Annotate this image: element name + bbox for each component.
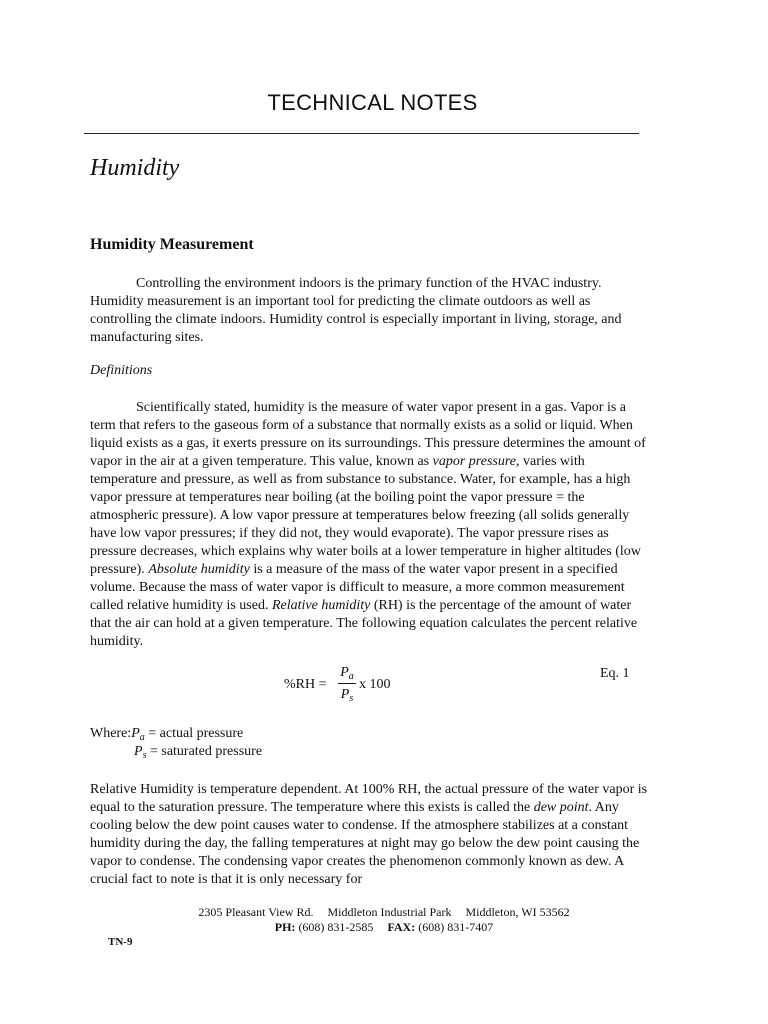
intro-paragraph-text: Controlling the environment indoors is the primary function of the HVAC industry. Humidity measurement is an important tool for predicting the climate outdoors as well as controlling the climate indoors. Humidity control is especially important in living, storage, and manufacturing sites. xyxy=(90,276,622,345)
title-divider xyxy=(84,133,639,134)
page-title: TECHNICAL NOTES xyxy=(267,90,478,115)
numerator-sub: a xyxy=(348,671,354,682)
dew-point-paragraph xyxy=(90,781,650,889)
where-var-s: P xyxy=(134,744,143,759)
definitions-text-1: Scientifically stated, humidity is the measure of water vapor present in a gas. Vapor is a term that refers to the gaseous form of a substance that normally exists as a solid or liquid. When liquid exists as a gas, it exerts pressure on its surroundings. This pressure determines the amount of vapor in the air at a given temperature. This value, known as xyxy=(90,400,646,469)
equation-rhs: x 100 xyxy=(359,677,391,692)
equation-numerator xyxy=(338,665,356,682)
definitions-text-2: varies with temperature and pressure, as well as from substance to substance. Water, for example, has a high vapor pressure at temperatures near boiling (at the boiling point the vapor pressure = the atmospheric pressure). A low vapor pressure at temperatures below freezing (all solids generally have low vapor pressures; if they did not, they would evaporate). The vapor pressure rises as pressure decreases, which explains why water boils at a lower temperature in higher altitudes (low pressure). xyxy=(90,454,641,577)
footer-address-line xyxy=(0,905,768,920)
where-var-a: P xyxy=(131,726,140,741)
footer-contact-line xyxy=(0,920,768,935)
footer-city: Middleton, WI 53562 xyxy=(465,905,570,919)
term-vapor-pressure: vapor pressure, xyxy=(432,454,520,469)
where-text-a: = actual pressure xyxy=(144,726,244,741)
document-heading: Humidity xyxy=(90,155,180,181)
dew-text-2: . Any cooling below the dew point causes water to condense. If the atmosphere stabilizes at a constant humidity during the day, the falling temperatures at night may go below the dew point causing the vapor to condense. The condensing vapor creates the phenomenon commonly known as dew. A crucial fact to note is that it is only necessary for xyxy=(90,800,640,887)
numerator-var: P xyxy=(340,665,349,680)
phone-label: PH: xyxy=(274,920,296,934)
term-relative-humidity: Relative humidity xyxy=(271,598,371,613)
fax-label: FAX: xyxy=(387,920,416,934)
dew-text-1: Relative Humidity is temperature dependent. At 100% RH, the actual pressure of the water vapor is equal to the saturation pressure. The temperature where this exists is called the xyxy=(90,782,648,815)
term-dew-point: dew point xyxy=(533,800,589,815)
equation-lhs: %RH = xyxy=(284,677,327,692)
where-line-1 xyxy=(90,726,243,743)
footer-address: 2305 Pleasant View Rd. xyxy=(198,905,314,919)
denominator-var: P xyxy=(340,687,350,702)
definitions-label: Definitions xyxy=(90,363,153,378)
where-sub-s: s xyxy=(142,750,147,761)
where-line-2 xyxy=(134,744,262,761)
document-id: TN-9 xyxy=(108,936,133,948)
intro-paragraph xyxy=(90,275,650,347)
section-heading: Humidity Measurement xyxy=(90,236,254,253)
footer-park: Middleton Industrial Park xyxy=(327,905,452,919)
where-sub-a: a xyxy=(139,732,145,743)
definitions-text-3: is a measure of the mass of the water vapor present in a specified volume. Because the mass of water vapor is difficult to measure, a more common measurement called relative humidity is used. xyxy=(90,562,625,613)
equation-label: Eq. 1 xyxy=(600,666,630,681)
equation-denominator xyxy=(338,687,356,704)
definitions-paragraph xyxy=(90,399,650,651)
denominator-sub: s xyxy=(349,693,354,704)
term-absolute-humidity: Absolute humidity xyxy=(148,562,250,577)
fraction-bar xyxy=(338,683,356,684)
where-prefix: Where: xyxy=(90,726,132,741)
fax-number: (608) 831-7407 xyxy=(415,920,494,934)
definitions-text-4: (RH) is the percentage of the amount of water that the air can hold at a given temperature. The following equation calculates the percent relative humidity. xyxy=(90,598,638,649)
phone-number: (608) 831-2585 xyxy=(295,920,374,934)
where-text-s: = saturated pressure xyxy=(146,744,263,759)
